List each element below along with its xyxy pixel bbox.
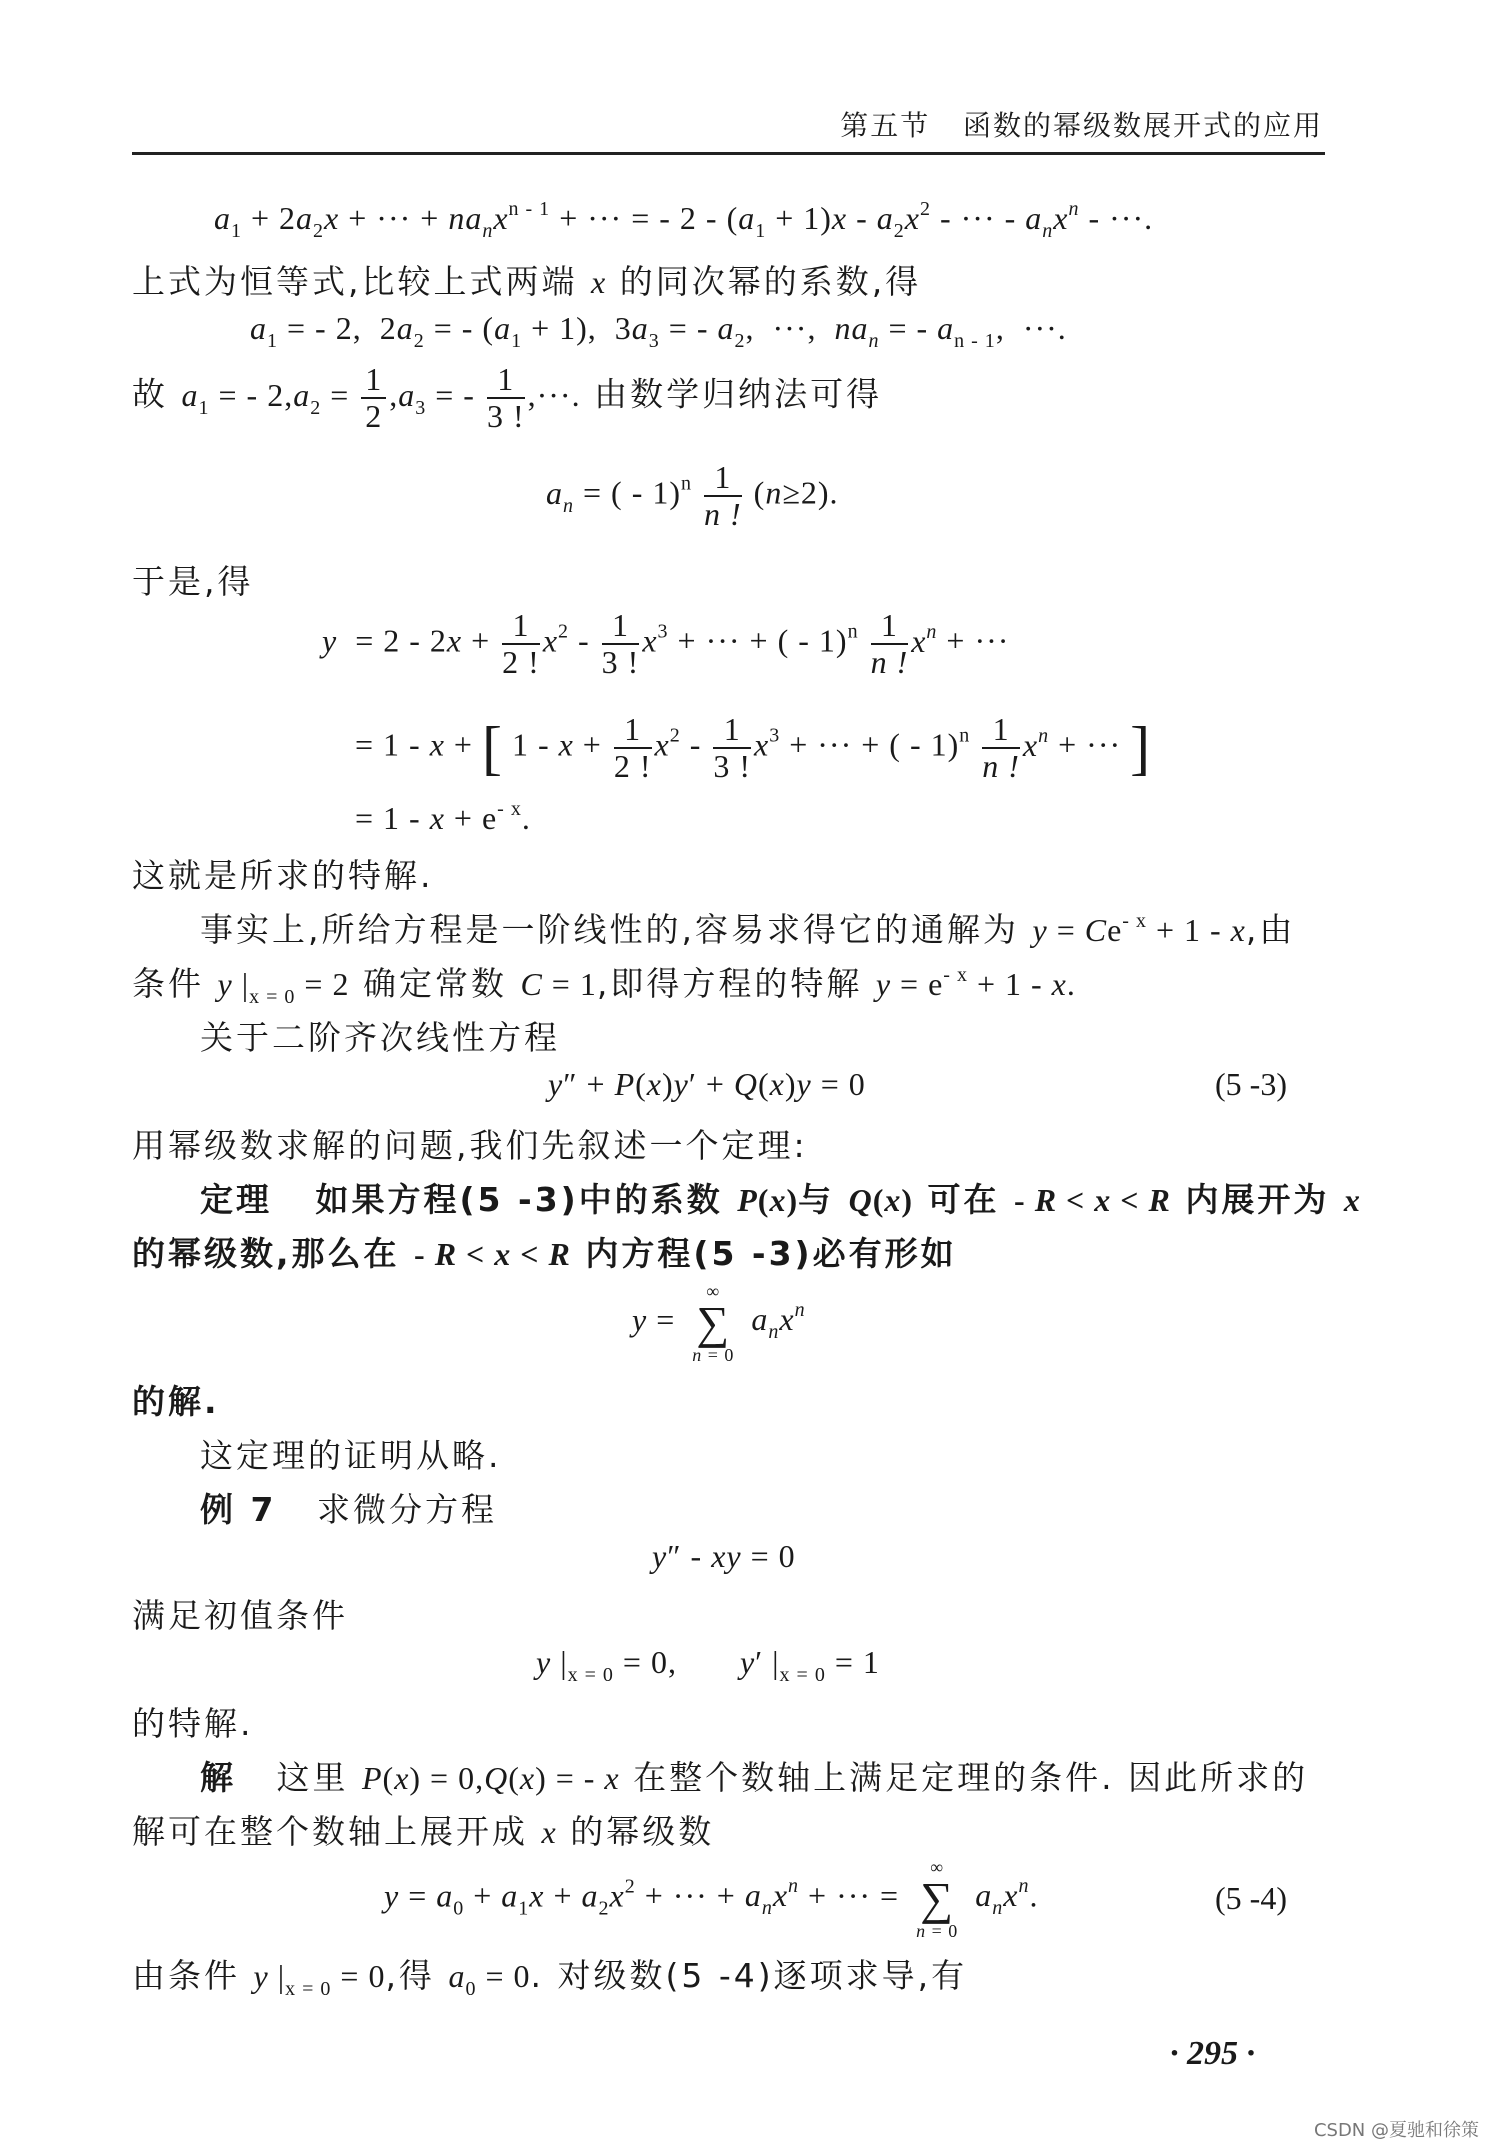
equation-y-series-line1: y = 2 - 2x + $\frac{1}{2 !}$ $x^2$ - $\frac{1}{3 !}$ $x^3$ + ··· + ( - 1)$^n$ $\frac{1}{n !}$ $x^n$ + ··· <box>322 607 1010 681</box>
paragraph-fact-line1: 事实上,所给方程是一阶线性的,容易求得它的通解为 $y = Ce^{- x} + 1 - x$,由 <box>200 910 1296 949</box>
paragraph-particular: 的特解. <box>132 1704 254 1743</box>
equation-y-closed-form: = $1 - x + e^{- x}$. <box>355 798 531 836</box>
equation-y-series-line2: = 1 - x + [ 1 - x + $\frac{1}{2 !}$ $x^2$ - $\frac{1}{3 !}$ $x^3$ + ··· + ( - 1)$^n$ $\frac{1}{n !}$ $x^n$ + ··· ] <box>355 711 1152 785</box>
solution-line2: 解可在整个数轴上展开成 x 的幂级数 <box>132 1812 715 1851</box>
paragraph-condition: 由条件 y $|_{x = 0} = 0$,得 $a_0 = 0$. 对级数(5 -4)逐项求导,有 <box>132 1956 968 2000</box>
solution-line1: 解 这里 P(x) = 0,Q(x) = - x 在整个数轴上满足定理的条件. 因此所求的 <box>200 1758 1309 1797</box>
theorem-line2: 的幂级数,那么在 - R < x < R 内方程(5 -3)必有形如 <box>132 1234 957 1273</box>
equation-power-series-form: y = ∞ ∑ n = 0 $a_nx^n$ <box>632 1281 806 1365</box>
paragraph-identity: 上式为恒等式,比较上式两端 x 的同次幂的系数,得 <box>132 262 922 301</box>
paragraph-fact-line2: 条件 y $|_{x = 0} = 2$ 确定常数 C = 1,即得方程的特解 $y = e^{- x} + 1 - x$. <box>132 964 1076 1008</box>
running-header <box>840 104 1323 144</box>
equation-5-4-label: (5 -4) <box>1215 1880 1287 1916</box>
paragraph-then: 于是,得 <box>132 562 254 601</box>
equation-series-identity: $a_1 + 2a_2x$ + ··· + $na_nx^{n - 1}$ + ··· = - $2 - (a_1 + 1)x - a_2x^2$ - ··· - $a_nx^n$ - ···. <box>214 198 1154 242</box>
page-number: · 295 · <box>1170 2035 1255 2072</box>
equation-5-3-label: (5 -3) <box>1215 1066 1287 1102</box>
theorem-line1: 定理 如果方程(5 -3)中的系数 P(x)与 Q(x) 可在 - R < x < R 内展开为 x <box>200 1180 1361 1219</box>
section-label: 第五节 <box>840 109 931 142</box>
section-title: 函数的幂级数展开式的应用 <box>962 109 1323 142</box>
paragraph-use-series: 用幂级数求解的问题,我们先叙述一个定理: <box>132 1126 808 1165</box>
equation-an-formula: $a_n$ = ( - 1)$^n$ $\frac{1}{n !}$ (n≥2). <box>546 459 839 533</box>
watermark: CSDN @夏驰和徐策 <box>1313 2120 1479 2141</box>
paragraph-answer: 这就是所求的特解. <box>132 856 434 895</box>
paragraph-initial: 满足初值条件 <box>132 1596 348 1635</box>
equation-5-3: y″ + P(x)y′ + Q(x)y = 0 <box>548 1066 866 1102</box>
example-7-heading: 例 7 求微分方程 <box>200 1490 497 1529</box>
paragraph-so: 故 $a_1$ = - $2,a_2$ = $\frac{1}{2}$ $,a_3$ = - $\frac{1}{3 !}$ ,···. 由数学归纳法可得 <box>132 361 883 435</box>
equation-coeff-relations: $a_1$ = - 2, $2a_2$ = - $(a_1 + 1)$, $3a_3$ = - $a_2$, ···, $na_n$ = - $a_{n - 1}$, ···. <box>250 310 1067 352</box>
equation-initial-conditions: y $|_{x = 0} = 0$, y′ $|_{x = 0} = 1$ <box>536 1644 880 1686</box>
paragraph-proof-omitted: 这定理的证明从略. <box>200 1436 502 1475</box>
theorem-end: 的解. <box>132 1382 220 1421</box>
header-rule <box>132 152 1325 155</box>
equation-airy: y″ - xy = 0 <box>652 1538 796 1574</box>
paragraph-second-order: 关于二阶齐次线性方程 <box>200 1018 560 1057</box>
equation-5-4: $y = a_0 + a_1x + a_2x^2$ + ··· + $a_nx^n$ + ··· = ∞ ∑ n = 0 $a_nx^n$. <box>384 1857 1039 1941</box>
